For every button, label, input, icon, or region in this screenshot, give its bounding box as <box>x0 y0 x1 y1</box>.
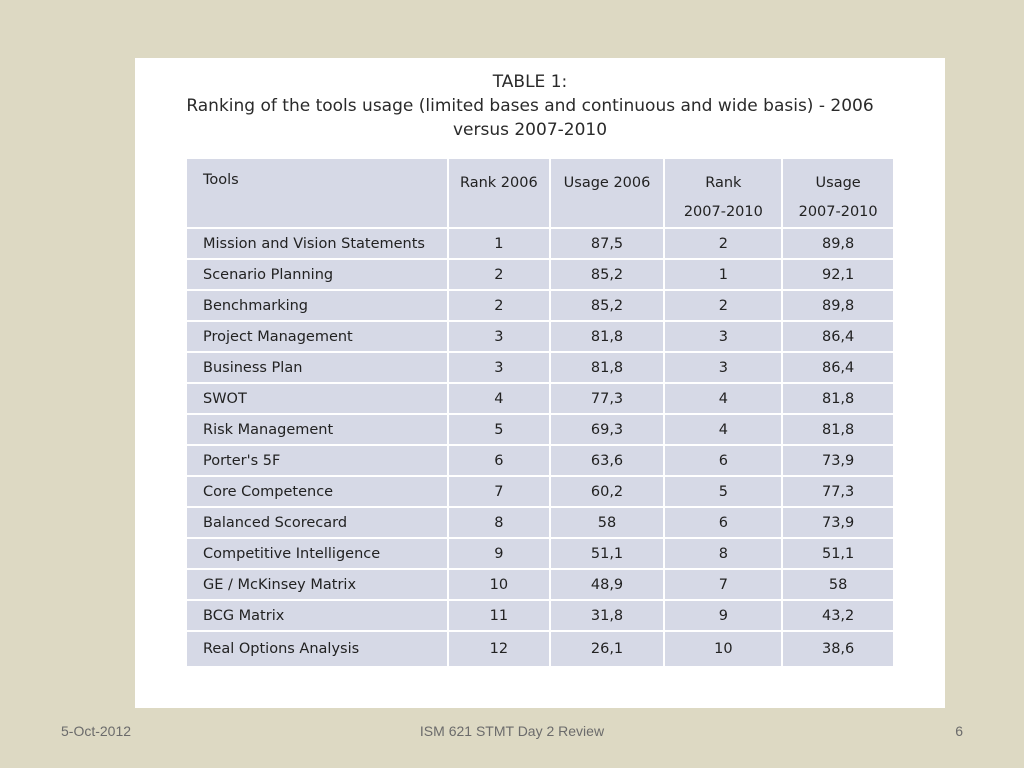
cell-usage-2006: 77,3 <box>550 383 665 414</box>
table-row <box>187 631 893 666</box>
cell-usage-2006: 31,8 <box>550 600 665 631</box>
table-row <box>187 445 893 476</box>
table-row <box>187 507 893 538</box>
header-usage-2007-2010-line2: 2007-2010 <box>798 204 878 220</box>
cell-tool: Porter's 5F <box>187 445 448 476</box>
table-row <box>187 569 893 600</box>
cell-usage-2007-2010: 81,8 <box>782 414 893 445</box>
cell-usage-2007-2010: 73,9 <box>782 507 893 538</box>
table-title <box>135 70 925 142</box>
cell-usage-2007-2010: 89,8 <box>782 290 893 321</box>
cell-usage-2006: 63,6 <box>550 445 665 476</box>
cell-usage-2006: 85,2 <box>550 290 665 321</box>
cell-rank-2007-2010: 6 <box>664 445 782 476</box>
cell-usage-2007-2010: 58 <box>782 569 893 600</box>
cell-rank-2006: 11 <box>448 600 550 631</box>
cell-rank-2006: 7 <box>448 476 550 507</box>
cell-rank-2006: 3 <box>448 352 550 383</box>
cell-usage-2007-2010: 51,1 <box>782 538 893 569</box>
cell-tool: Balanced Scorecard <box>187 507 448 538</box>
cell-tool: Business Plan <box>187 352 448 383</box>
cell-rank-2007-2010: 5 <box>664 476 782 507</box>
cell-usage-2006: 85,2 <box>550 259 665 290</box>
table-title-label: TABLE 1: <box>492 72 568 92</box>
cell-rank-2007-2010: 8 <box>664 538 782 569</box>
cell-usage-2007-2010: 81,8 <box>782 383 893 414</box>
table-body <box>187 228 893 666</box>
cell-usage-2006: 60,2 <box>550 476 665 507</box>
cell-tool: Risk Management <box>187 414 448 445</box>
cell-usage-2006: 87,5 <box>550 228 665 259</box>
cell-rank-2006: 2 <box>448 259 550 290</box>
cell-rank-2007-2010: 4 <box>664 383 782 414</box>
cell-rank-2006: 12 <box>448 631 550 666</box>
cell-rank-2007-2010: 3 <box>664 352 782 383</box>
header-usage-2006: Usage 2006 <box>550 159 665 228</box>
table-row <box>187 383 893 414</box>
cell-rank-2007-2010: 4 <box>664 414 782 445</box>
header-rank-2007-2010-line2: 2007-2010 <box>683 204 763 220</box>
cell-rank-2007-2010: 7 <box>664 569 782 600</box>
cell-usage-2007-2010: 43,2 <box>782 600 893 631</box>
cell-usage-2007-2010: 86,4 <box>782 321 893 352</box>
table-row <box>187 600 893 631</box>
cell-usage-2007-2010: 38,6 <box>821 641 855 657</box>
cell-tool: Real Options Analysis <box>187 631 448 666</box>
cell-usage-2007-2010: 89,8 <box>782 228 893 259</box>
table-image <box>135 58 945 708</box>
cell-tool: Competitive Intelligence <box>187 538 448 569</box>
footer-page-number: 6 <box>955 723 963 739</box>
cell-rank-2007-2010: 9 <box>664 600 782 631</box>
cell-rank-2007-2010: 2 <box>664 290 782 321</box>
cell-tool: BCG Matrix <box>187 600 448 631</box>
cell-rank-2006: 6 <box>448 445 550 476</box>
cell-usage-2006: 69,3 <box>550 414 665 445</box>
cell-tool: Benchmarking <box>187 290 448 321</box>
cell-rank-2006: 8 <box>448 507 550 538</box>
cell-rank-2007-2010: 10 <box>664 631 782 666</box>
cell-usage-2006: 26,1 <box>550 631 665 666</box>
cell-rank-2006: 10 <box>448 569 550 600</box>
cell-usage-2006: 81,8 <box>550 321 665 352</box>
cell-usage-2007-2010: 92,1 <box>782 259 893 290</box>
cell-usage-2006: 48,9 <box>550 569 665 600</box>
cell-usage-2006: 51,1 <box>550 538 665 569</box>
header-tools: Tools <box>187 159 448 228</box>
cell-rank-2006: 5 <box>448 414 550 445</box>
cell-usage-2006: 81,8 <box>550 352 665 383</box>
cell-rank-2006: 3 <box>448 321 550 352</box>
cell-rank-2006: 4 <box>448 383 550 414</box>
table-header-row <box>187 159 893 228</box>
cell-rank-2007-2010: 3 <box>664 321 782 352</box>
table-row <box>187 321 893 352</box>
footer-title: ISM 621 STMT Day 2 Review <box>419 723 605 739</box>
table-row <box>187 352 893 383</box>
cell-tool: Core Competence <box>187 476 448 507</box>
cell-usage-2007-2010: 77,3 <box>782 476 893 507</box>
cell-usage-2007-2010: 86,4 <box>782 352 893 383</box>
cell-tool: Mission and Vision Statements <box>187 228 448 259</box>
header-rank-2007-2010 <box>664 159 782 228</box>
table-row <box>187 538 893 569</box>
tools-ranking-table <box>187 159 893 666</box>
table-row <box>187 290 893 321</box>
table-row <box>187 476 893 507</box>
table-row <box>187 259 893 290</box>
cell-rank-2006: 1 <box>448 228 550 259</box>
cell-usage-2007-2010: 73,9 <box>782 445 893 476</box>
table-caption-line1: Ranking of the tools usage (limited bases and continuous and wide basis) - 2006 <box>186 96 874 116</box>
header-usage-2007-2010-line1: Usage <box>815 175 861 191</box>
cell-rank-2006: 9 <box>448 538 550 569</box>
cell-rank-2006: 2 <box>448 290 550 321</box>
table-row <box>187 228 893 259</box>
footer-date: 5-Oct-2012 <box>61 723 132 739</box>
cell-rank-2007-2010: 1 <box>664 259 782 290</box>
cell-tool: GE / McKinsey Matrix <box>187 569 448 600</box>
cell-usage-2006: 58 <box>550 507 665 538</box>
header-rank-2007-2010-line1: Rank <box>705 175 742 191</box>
cell-tool: Project Management <box>187 321 448 352</box>
cell-tool: Scenario Planning <box>187 259 448 290</box>
cell-tool: SWOT <box>187 383 448 414</box>
cell-rank-2007-2010: 2 <box>664 228 782 259</box>
table-row <box>187 414 893 445</box>
cell-rank-2007-2010: 6 <box>664 507 782 538</box>
header-usage-2007-2010 <box>782 159 893 228</box>
header-rank-2006: Rank 2006 <box>448 159 550 228</box>
table-caption-line2: versus 2007-2010 <box>452 120 608 140</box>
